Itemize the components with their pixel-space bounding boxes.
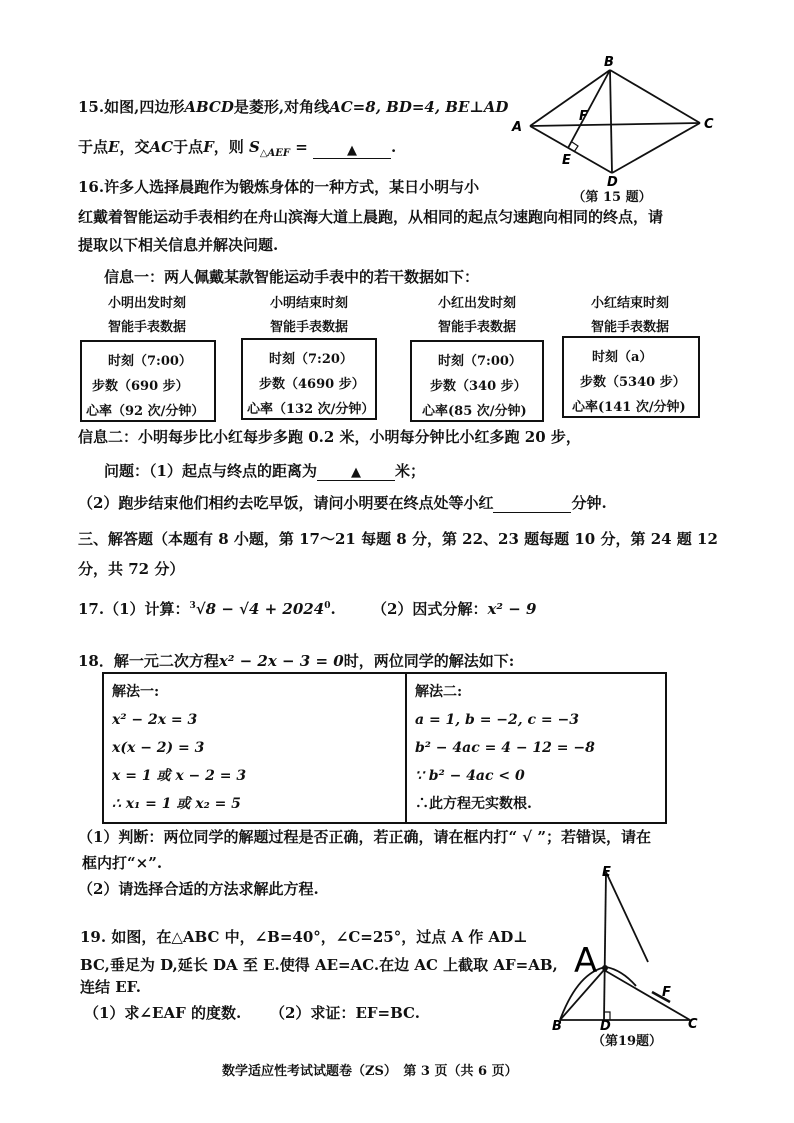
card-time: 时刻（a） bbox=[592, 350, 653, 365]
edge-ab bbox=[530, 70, 610, 126]
q15-ac: AC bbox=[149, 138, 174, 156]
card-subtitle: 智能手表数据 bbox=[437, 320, 516, 335]
card-time: 时刻（7:00） bbox=[438, 354, 522, 369]
q16-q2-text: （2）跑步结束他们相约去吃早饭，请问小明要在终点处等小红 bbox=[78, 494, 494, 512]
solution-line: ∴此方程无实数根. bbox=[415, 796, 532, 812]
card-subtitle: 智能手表数据 bbox=[107, 320, 186, 335]
label-a: A bbox=[574, 941, 598, 981]
q16-question1 bbox=[104, 460, 425, 481]
card-title: 小明结束时刻 bbox=[269, 296, 348, 311]
q17-expression: √8 − √4 + 2024 bbox=[195, 600, 325, 618]
q15-point: E bbox=[108, 138, 120, 156]
solution-line: ∴ x₁ = 1 或 x₂ = 5 bbox=[112, 796, 241, 812]
watch-card-xiaoming-start bbox=[80, 340, 216, 422]
edge-bc bbox=[610, 70, 700, 123]
label-c: C bbox=[688, 1017, 698, 1032]
card-heart-rate: 心率（92 次/分钟） bbox=[86, 404, 205, 419]
q17-expression2: x² − 9 bbox=[487, 600, 537, 618]
q15-text: 是菱形,对角线 bbox=[233, 98, 330, 116]
solution1-box[interactable] bbox=[103, 673, 406, 823]
solution-line: x² − 2x = 3 bbox=[112, 712, 198, 728]
page-footer: 数学适应性考试试题卷（ZS） 第 3 页（共 6 页） bbox=[222, 1064, 518, 1079]
segment-ac bbox=[604, 970, 690, 1020]
solution-line: b² − 4ac = 4 − 12 = −8 bbox=[415, 740, 595, 756]
section3-heading-cont: 分，共 72 分） bbox=[78, 560, 185, 578]
q18-text: 时，两位同学的解法如下: bbox=[343, 652, 515, 670]
q18-equation: x² − 2x − 3 = 0 bbox=[218, 652, 344, 670]
card-time: 时刻（7:20） bbox=[269, 352, 353, 367]
q15-condition: AC=8, BD=4, BE⊥AD bbox=[329, 98, 509, 116]
q15-text: 于点 bbox=[78, 138, 109, 156]
watch-card-xiaoming-end bbox=[241, 338, 377, 420]
solution-line: x = 1 或 x − 2 = 3 bbox=[112, 768, 247, 784]
watch-card-xiaohong-start bbox=[410, 340, 544, 422]
q17-label2: （2）因式分解： bbox=[372, 600, 488, 618]
q18-stem bbox=[78, 650, 514, 671]
label-d: D bbox=[607, 175, 618, 190]
card-steps: 步数（690 步） bbox=[92, 379, 189, 394]
q15-line1 bbox=[78, 96, 508, 117]
label-f: F bbox=[662, 985, 671, 1000]
edge-cd bbox=[612, 123, 700, 173]
q16-info2: 信息二：小明每步比小红每步多跑 0.2 米，小明每分钟比小红多跑 20 步， bbox=[78, 428, 581, 446]
q18-part1: （1）判断：两位同学的解题过程是否正确，若正确，请在框内打“ √ ”；若错误，请在 bbox=[78, 828, 651, 846]
label-e: E bbox=[602, 865, 611, 880]
label-a: A bbox=[512, 120, 523, 135]
q19-part2: （2）求证：EF=BC. bbox=[270, 1004, 420, 1022]
card-time: 时刻（7:00） bbox=[108, 354, 192, 369]
q15-caption: （第 15 题） bbox=[572, 190, 652, 205]
q16-info1: 信息一：两人佩戴某款智能运动手表中的若干数据如下： bbox=[104, 268, 480, 286]
card-heart-rate: 心率(141 次/分钟) bbox=[572, 400, 686, 415]
card-title: 小红结束时刻 bbox=[590, 296, 669, 311]
segment-ed bbox=[604, 872, 606, 1020]
edge-da bbox=[530, 126, 612, 173]
card-steps: 步数（4690 步） bbox=[259, 377, 365, 392]
q19-line3: 连结 EF. bbox=[80, 978, 142, 996]
q16-question2 bbox=[78, 492, 607, 513]
card-title: 小明出发时刻 bbox=[107, 296, 186, 311]
label-b: B bbox=[604, 56, 614, 70]
q16-q1-unit: 米； bbox=[394, 462, 425, 480]
q16-q2-blank[interactable] bbox=[493, 512, 571, 513]
q19-line2: BC,垂足为 D,延长 DA 至 E.使得 AE=AC.在边 AC 上截取 AF=AB, bbox=[80, 956, 558, 974]
solution-line: 解法一: bbox=[112, 684, 160, 700]
watch-card-xiaohong-end bbox=[562, 336, 700, 418]
q19-caption: （第19题） bbox=[591, 1034, 663, 1049]
q18-solutions-table bbox=[102, 672, 667, 824]
card-subtitle: 智能手表数据 bbox=[269, 320, 348, 335]
q15-text: 于点 bbox=[173, 138, 204, 156]
q16-line1: 16.许多人选择晨跑作为锻炼身体的一种方式，某日小明与小 bbox=[78, 178, 480, 196]
card-steps: 步数（5340 步） bbox=[580, 375, 686, 390]
diagonal-bd bbox=[610, 70, 612, 173]
q19-line1: 19. 如图，在△ABC 中，∠B=40°，∠C=25°，过点 A 作 AD⊥ bbox=[80, 928, 528, 946]
label-c: C bbox=[704, 117, 714, 132]
triangle-icon: ▲ bbox=[350, 465, 361, 480]
q17-part2 bbox=[372, 598, 536, 619]
q15-area-subscript: △AEF bbox=[259, 148, 290, 159]
diagonal-ac bbox=[530, 123, 700, 126]
q19-part1: （1）求∠EAF 的度数. bbox=[84, 1004, 242, 1022]
q16-q1-blank[interactable] bbox=[317, 462, 395, 481]
q18-part2: （2）请选择合适的方法求解此方程. bbox=[78, 880, 319, 898]
q15-text: ，则 bbox=[213, 138, 244, 156]
q18-part1-cont: 框内打“×”. bbox=[82, 854, 163, 872]
q18-text: 18．解一元二次方程 bbox=[78, 652, 219, 670]
q15-text: ，交 bbox=[119, 138, 150, 156]
q16-line3: 提取以下相关信息并解决问题. bbox=[78, 236, 279, 254]
card-title: 小红出发时刻 bbox=[437, 296, 516, 311]
q16-line2: 红戴着智能运动手表相约在舟山滨海大道上晨跑，从相同的起点匀速跑向相同的终点，请 bbox=[78, 208, 664, 226]
segment-be bbox=[568, 70, 610, 148]
q17-exponent: 0 bbox=[324, 601, 331, 611]
section3-heading: 三、解答题（本题有 8 小题，第 17～21 每题 8 分，第 22、23 题每题 10 分，第 24 题 12 bbox=[78, 530, 718, 548]
label-d: D bbox=[600, 1019, 611, 1034]
q15-equals: = bbox=[295, 138, 308, 156]
q17-part1 bbox=[78, 598, 336, 619]
q15-abcd: ABCD bbox=[184, 98, 234, 116]
card-steps: 步数（340 步） bbox=[430, 379, 527, 394]
q16-q1-text: 问题：（1）起点与终点的距离为 bbox=[104, 462, 317, 480]
label-f: F bbox=[579, 109, 588, 124]
solution-line: ∵ b² − 4ac < 0 bbox=[415, 768, 525, 784]
point-a bbox=[602, 965, 608, 971]
q15-answer-blank[interactable] bbox=[313, 140, 391, 159]
card-heart-rate: 心率(85 次/分钟) bbox=[422, 404, 527, 419]
card-subtitle: 智能手表数据 bbox=[590, 320, 669, 335]
q15-point: F bbox=[203, 138, 214, 156]
label-b: B bbox=[552, 1019, 562, 1034]
q16-q2-unit: 分钟. bbox=[571, 494, 607, 512]
solution-line: a = 1, b = −2, c = −3 bbox=[415, 712, 580, 728]
q15-rhombus-figure bbox=[508, 56, 728, 206]
q17-dot: . bbox=[330, 600, 336, 618]
construction-arc bbox=[560, 967, 636, 1020]
label-e: E bbox=[562, 153, 571, 168]
segment-ef bbox=[606, 872, 648, 962]
card-heart-rate: 心率（132 次/分钟） bbox=[247, 402, 375, 417]
q19-triangle-figure bbox=[548, 862, 708, 1034]
q15-end: . bbox=[391, 138, 397, 156]
triangle-icon: ▲ bbox=[347, 143, 358, 158]
cube-root-index: 3 bbox=[189, 601, 196, 611]
q17-label: 17.（1）计算： bbox=[78, 600, 190, 618]
q15-line2 bbox=[78, 136, 396, 159]
q15-text: 15.如图,四边形 bbox=[78, 98, 185, 116]
solution-line: x(x − 2) = 3 bbox=[112, 740, 205, 756]
solution2-box[interactable] bbox=[406, 673, 666, 823]
q15-area-symbol: S bbox=[248, 138, 260, 156]
solution-line: 解法二: bbox=[415, 684, 463, 700]
